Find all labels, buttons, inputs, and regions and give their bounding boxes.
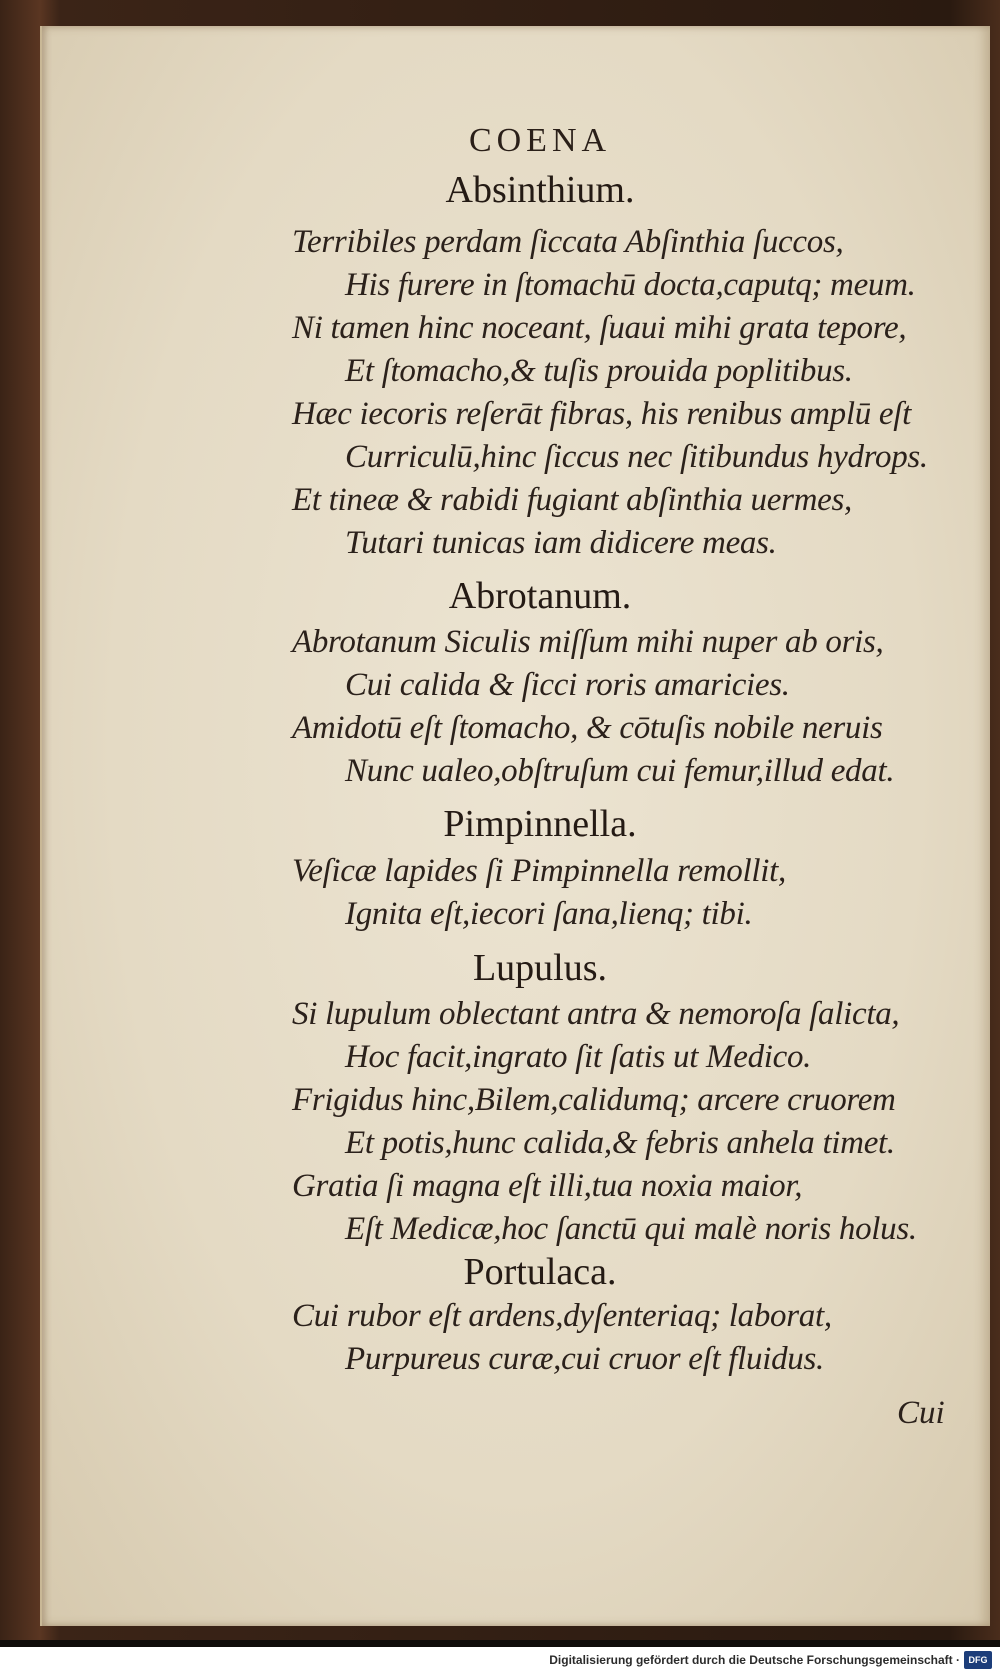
verse-line: Eſt Medicæ,hoc ſanctū qui malè noris holus.: [345, 1211, 917, 1247]
verse-line: Amidotū eſt ſtomacho, & cōtuſis nobile neruis: [292, 710, 883, 746]
verse-line: Ni tamen hinc noceant, ſuaui mihi grata tepore,: [292, 310, 907, 346]
verse-line: Si lupulum oblectant antra & nemoroſa ſalicta,: [292, 996, 900, 1032]
verse-line: Frigidus hinc,Bilem,calidumq; arcere cruorem: [292, 1082, 896, 1118]
section-heading-abrotanum: Abrotanum.: [448, 575, 632, 617]
verse-line: Ignita eſt,iecori ſana,lienq; tibi.: [345, 896, 753, 932]
verse-line: Gratia ſi magna eſt illi,tua noxia maior,: [292, 1168, 803, 1204]
section-heading-portulaca: Portulaca.: [463, 1251, 617, 1293]
dfg-logo: DFG: [964, 1651, 992, 1669]
section-heading-pimpinnella: Pimpinnella.: [443, 803, 637, 845]
verse-line: Veſicæ lapides ſi Pimpinnella remollit,: [292, 853, 786, 889]
running-head: COENA: [468, 122, 612, 159]
verse-line: Cui rubor eſt ardens,dyſenteriaq; laborat,: [292, 1298, 832, 1334]
verse-line: Et potis,hunc calida,& febris anhela timet.: [345, 1125, 895, 1161]
verse-line: Abrotanum Siculis miſſum mihi nuper ab oris,: [292, 624, 884, 660]
footer-credit: Digitalisierung gefördert durch die Deutsche Forschungsgemeinschaft ·: [549, 1653, 960, 1667]
verse-line: Nunc ualeo,obſtruſum cui femur,illud edat.: [345, 753, 895, 789]
verse-line: Et tineæ & rabidi fugiant abſinthia uermes,: [292, 482, 853, 518]
digitization-footer: [0, 1647, 1000, 1675]
verse-line: Et ſtomacho,& tuſis prouida poplitibus.: [345, 353, 853, 389]
section-heading-lupulus: Lupulus.: [472, 947, 608, 989]
verse-line: Cui calida & ſicci roris amaricies.: [345, 667, 790, 703]
verse-line: Hæc iecoris reſerāt fibras, his renibus amplū eſt: [292, 396, 911, 432]
verse-line: Terribiles perdam ſiccata Abſinthia ſuccos,: [292, 224, 844, 260]
verse-line: Tutari tunicas iam didicere meas.: [345, 525, 777, 561]
verse-line: Hoc facit,ingrato ſit ſatis ut Medico.: [345, 1039, 812, 1075]
verse-line: Purpureus curæ,cui cruor eſt fluidus.: [345, 1341, 824, 1377]
verse-line: Curriculū,hinc ſiccus nec ſitibundus hydrops.: [345, 439, 928, 475]
catchword: Cui: [897, 1395, 945, 1431]
verse-line: His furere in ſtomachū docta,caputq; meum.: [345, 267, 916, 303]
section-heading-absinthium: Absinthium.: [445, 169, 635, 211]
